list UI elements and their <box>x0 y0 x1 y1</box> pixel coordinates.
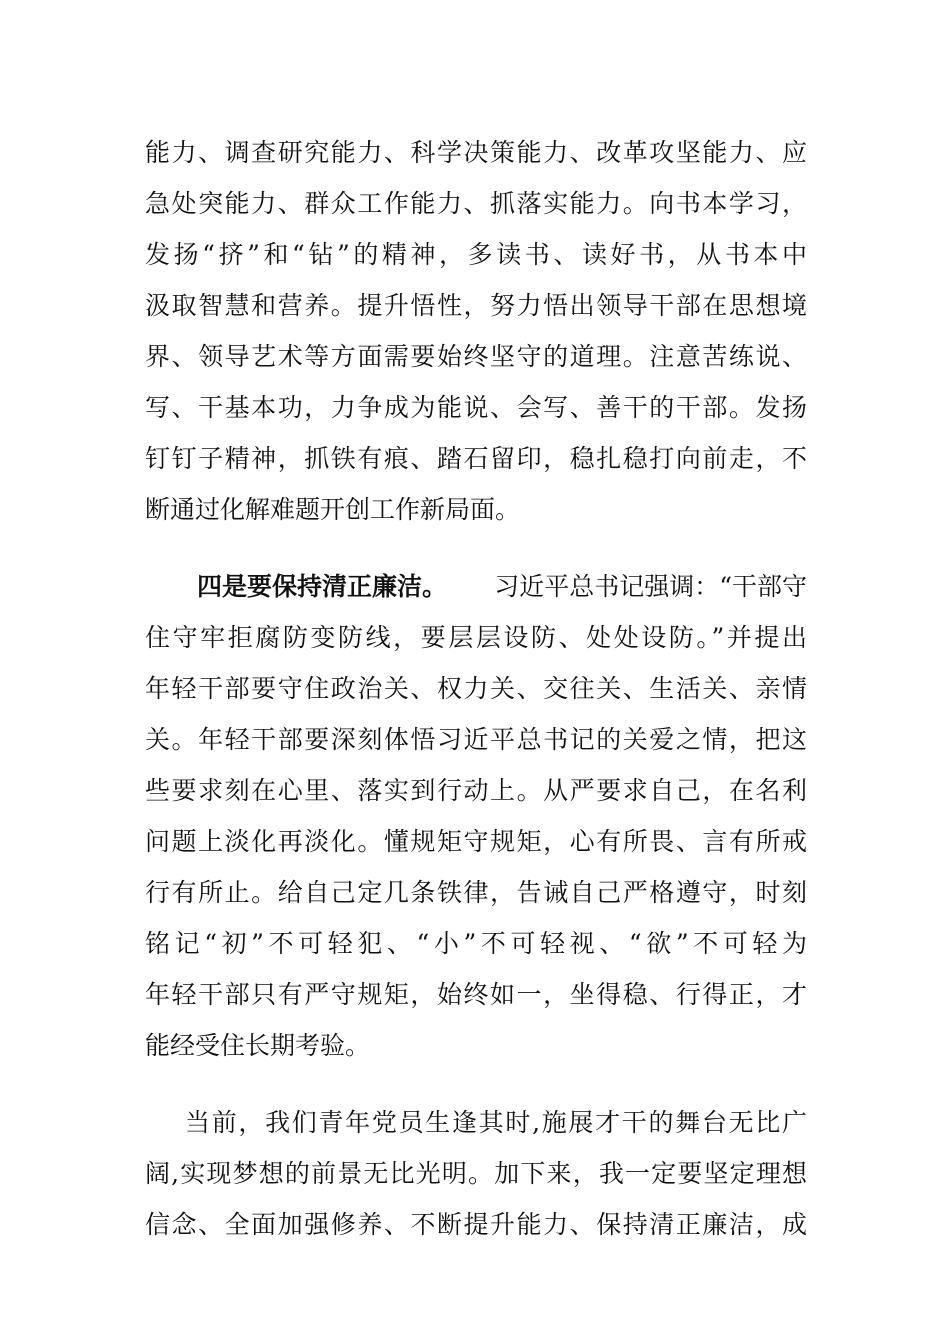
paragraph-line: 发扬“挤”和“钻”的精神，多读书、读好书，从书本中 <box>145 240 807 269</box>
paragraph-gap <box>145 1071 807 1097</box>
paragraph-line: 能力、调查研究能力、科学决策能力、改革攻坚能力、应 <box>145 138 807 167</box>
paragraph-line: 问题上淡化再淡化。懂规矩守规矩，心有所畏、言有所戒 <box>145 827 807 856</box>
paragraph-line: 写、干基本功，力争成为能说、会写、善干的干部。发扬 <box>145 393 807 422</box>
paragraph-line: 能经受住长期考验。 <box>145 1031 371 1060</box>
paragraph-line-rest: 习近平总书记强调：“干部守 <box>494 572 807 601</box>
paragraph-line: 些要求刻在心里、落实到行动上。从严要求自己，在名利 <box>145 776 807 805</box>
paragraph-line: 汲取智慧和营养。提升悟性，努力悟出领导干部在思想境 <box>145 291 807 320</box>
paragraph-line: 铭记“初”不可轻犯、“小”不可轻视、“欲”不可轻为 <box>145 929 807 958</box>
paragraph-conclusion <box>145 1097 807 1250</box>
section-heading: 四是要保持清正廉洁。 <box>197 572 448 601</box>
paragraph-line: 住守牢拒腐防变防线，要层层设防、处处设防。”并提出 <box>145 623 807 652</box>
paragraph-line: 关。年轻干部要深刻体悟习近平总书记的关爱之情，把这 <box>145 725 807 754</box>
paragraph-line: 行有所止。给自己定几条铁律，告诫自己严格遵守，时刻 <box>145 878 807 907</box>
paragraph-line: 断通过化解难题开创工作新局面。 <box>145 495 521 524</box>
paragraph-line: 年轻干部要守住政治关、权力关、交往关、生活关、亲情 <box>145 674 807 703</box>
paragraph-ability <box>145 127 807 535</box>
paragraph-integrity <box>145 561 807 1071</box>
paragraph-line: 信念、全面加强修养、不断提升能力、保持清正廉洁，成 <box>145 1210 807 1239</box>
paragraph-line: 界、领导艺术等方面需要始终坚守的道理。注意苦练说、 <box>145 342 807 371</box>
document-body <box>145 127 807 1250</box>
paragraph-line: 阔,实现梦想的前景无比光明。加下来，我一定要坚定理想 <box>145 1159 807 1188</box>
paragraph-line: 年轻干部只有严守规矩，始终如一，坐得稳、行得正，才 <box>145 980 807 1009</box>
paragraph-line: 当前，我们青年党员生逢其时,施展才干的舞台无比广 <box>185 1108 807 1137</box>
paragraph-line: 急处突能力、群众工作能力、抓落实能力。向书本学习， <box>145 189 807 218</box>
paragraph-gap <box>145 535 807 561</box>
paragraph-first-line <box>145 561 807 612</box>
paragraph-line: 钉钉子精神，抓铁有痕、踏石留印，稳扎稳打向前走，不 <box>145 444 807 473</box>
